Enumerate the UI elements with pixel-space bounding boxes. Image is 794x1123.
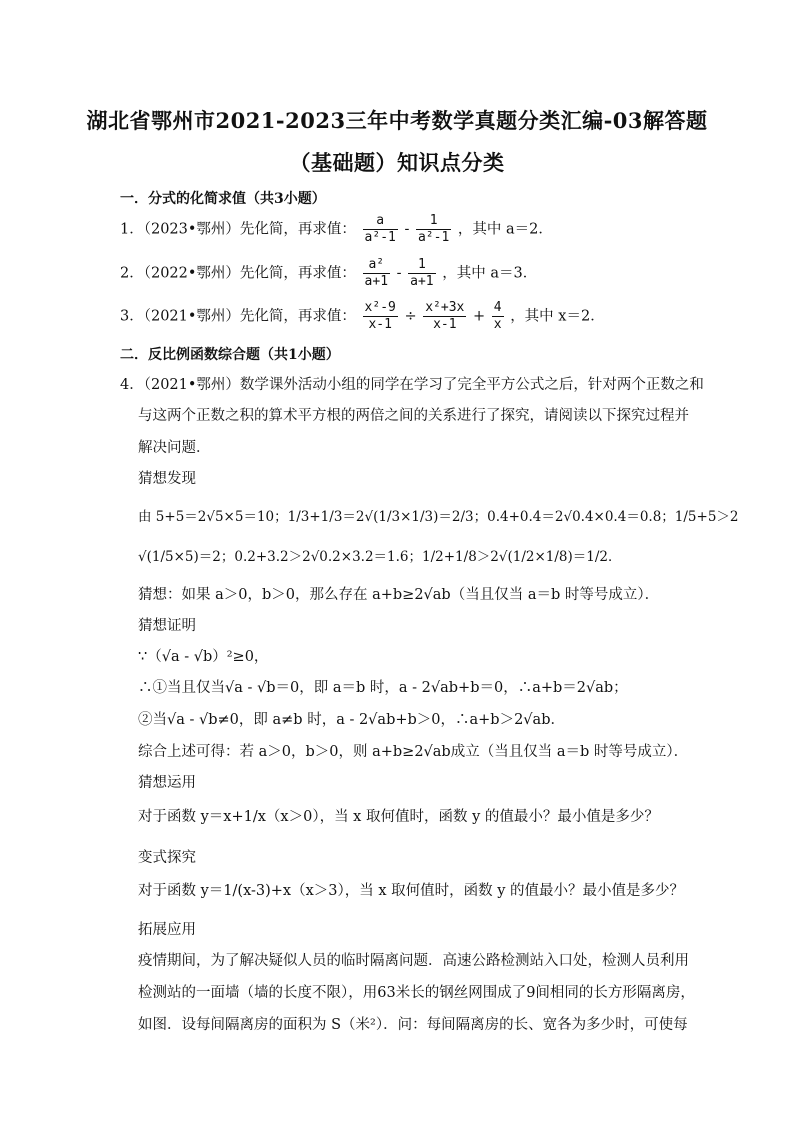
question-4-intro-2: 与这两个正数之积的算术平方根的两倍之间的关系进行了探究，请阅读以下探究过程并 xyxy=(138,408,689,424)
proof-line-2: ∴①当且仅当√a - √b＝0，即 a＝b 时，a - 2√ab+b＝0，∴a+b＝2√ab； xyxy=(138,680,628,696)
application-question: 对于函数 y＝x+1/x（x＞0），当 x 取何值时，函数 y 的值最小？最小值是多少？ xyxy=(138,809,659,825)
question-4-intro-3: 解决问题． xyxy=(138,440,211,456)
question-1: 1．（2023•鄂州）先化简，再求值： $\frac{a}{\text{a²-1}}$ - $\frac{1}{\text{a²-1}}$ ，其中 a＝2． xyxy=(120,213,553,245)
fraction: $\frac{\text{x²-9}}{x-1}$ xyxy=(364,300,396,332)
guess-line-1: 由 5+5＝2√5×5＝10；1/3+1/3＝2√(1/3×1/3)＝2/3；0.4+0.4＝2√0.4×0.4＝0.8；1/5+5＞2 xyxy=(138,509,739,525)
proof-conclusion: 综合上述可得：若 a＞0，b＞0，则 a+b≥2√ab成立（当且仅当 a＝b 时等号成立）． xyxy=(138,744,689,760)
extended-line-3: 如图．设每间隔离房的面积为 S（米²）．问：每间隔离房的长、宽各为多少时，可使每 xyxy=(138,1017,688,1033)
fraction: $\frac{\text{a²}}{a+1}$ xyxy=(364,257,389,289)
guess-line-2: √(1/5×5)＝2；0.2+3.2＞2√0.2×3.2＝1.6；1/2+1/8＞2√(1/2×1/8)＝1/2． xyxy=(138,549,622,565)
variant-question: 对于函数 y＝1/(x-3)+x（x＞3），当 x 取何值时，函数 y 的值最小？最小值是多少？ xyxy=(138,883,685,899)
proof-line-1: ∵（√a - √b）²≥0， xyxy=(138,649,269,665)
fraction: $\frac{a}{\text{a²-1}}$ xyxy=(364,213,396,245)
question-1-prefix: 1．（2023•鄂州）先化简，再求值： xyxy=(120,221,356,238)
document-title-line2: （基础题）知识点分类 xyxy=(289,150,505,175)
proof-line-3: ②当√a - √b≠0，即 a≠b 时，a - 2√ab+b＞0，∴a+b＞2√ab． xyxy=(138,712,565,728)
subheading-guess-discovery: 猜想发现 xyxy=(138,471,196,487)
fraction: $\frac{4}{x}$ xyxy=(493,300,502,332)
extended-line-1: 疫情期间，为了解决疑似人员的临时隔离问题．高速公路检测站入口处，检测人员利用 xyxy=(138,953,689,969)
fraction: $\frac{\text{x²+3x}}{x-1}$ xyxy=(425,300,465,332)
question-3-prefix: 3．（2021•鄂州）先化简，再求值： xyxy=(120,308,356,325)
question-2: 2．（2022•鄂州）先化简，再求值： $\frac{\text{a²}}{a+1}$ - $\frac{1}{a+1}$ ，其中 a＝3． xyxy=(120,257,538,289)
document-title-line1: 湖北省鄂州市2021-2023三年中考数学真题分类汇编-03解答题 xyxy=(86,108,708,133)
question-4-intro-1: 4．（2021•鄂州）数学课外活动小组的同学在学习了完全平方公式之后，针对两个正数之和 xyxy=(120,377,704,393)
guess-statement: 猜想：如果 a＞0，b＞0，那么存在 a+b≥2√ab（当且仅当 a＝b 时等号成立）． xyxy=(138,587,660,603)
subheading-variant-exploration: 变式探究 xyxy=(138,850,196,866)
question-1-suffix: ，其中 a＝2． xyxy=(457,221,553,238)
section-heading-1: 一．分式的化简求值（共3小题） xyxy=(120,191,326,207)
section-heading-2: 二．反比例函数综合题（共1小题） xyxy=(120,347,340,363)
subheading-extended-application: 拓展应用 xyxy=(138,922,196,938)
fraction: $\frac{1}{\text{a²-1}}$ xyxy=(417,213,450,245)
question-2-prefix: 2．（2022•鄂州）先化简，再求值： xyxy=(120,265,356,282)
question-2-suffix: ，其中 a＝3． xyxy=(442,265,538,282)
question-3-suffix: ，其中 x＝2． xyxy=(510,308,605,325)
extended-line-2: 检测站的一面墙（墙的长度不限），用63米长的钢丝网围成了9间相同的长方形隔离房， xyxy=(138,985,695,1001)
fraction: $\frac{1}{a+1}$ xyxy=(410,257,434,289)
subheading-guess-proof: 猜想证明 xyxy=(138,618,196,634)
question-3: 3．（2021•鄂州）先化简，再求值： $\frac{\text{x²-9}}{x-1}$ ÷ $\frac{\text{x²+3x}}{x-1}$ + $\frac{4}{x}$ ，其中 x＝2． xyxy=(120,300,605,332)
subheading-guess-application: 猜想运用 xyxy=(138,775,196,791)
